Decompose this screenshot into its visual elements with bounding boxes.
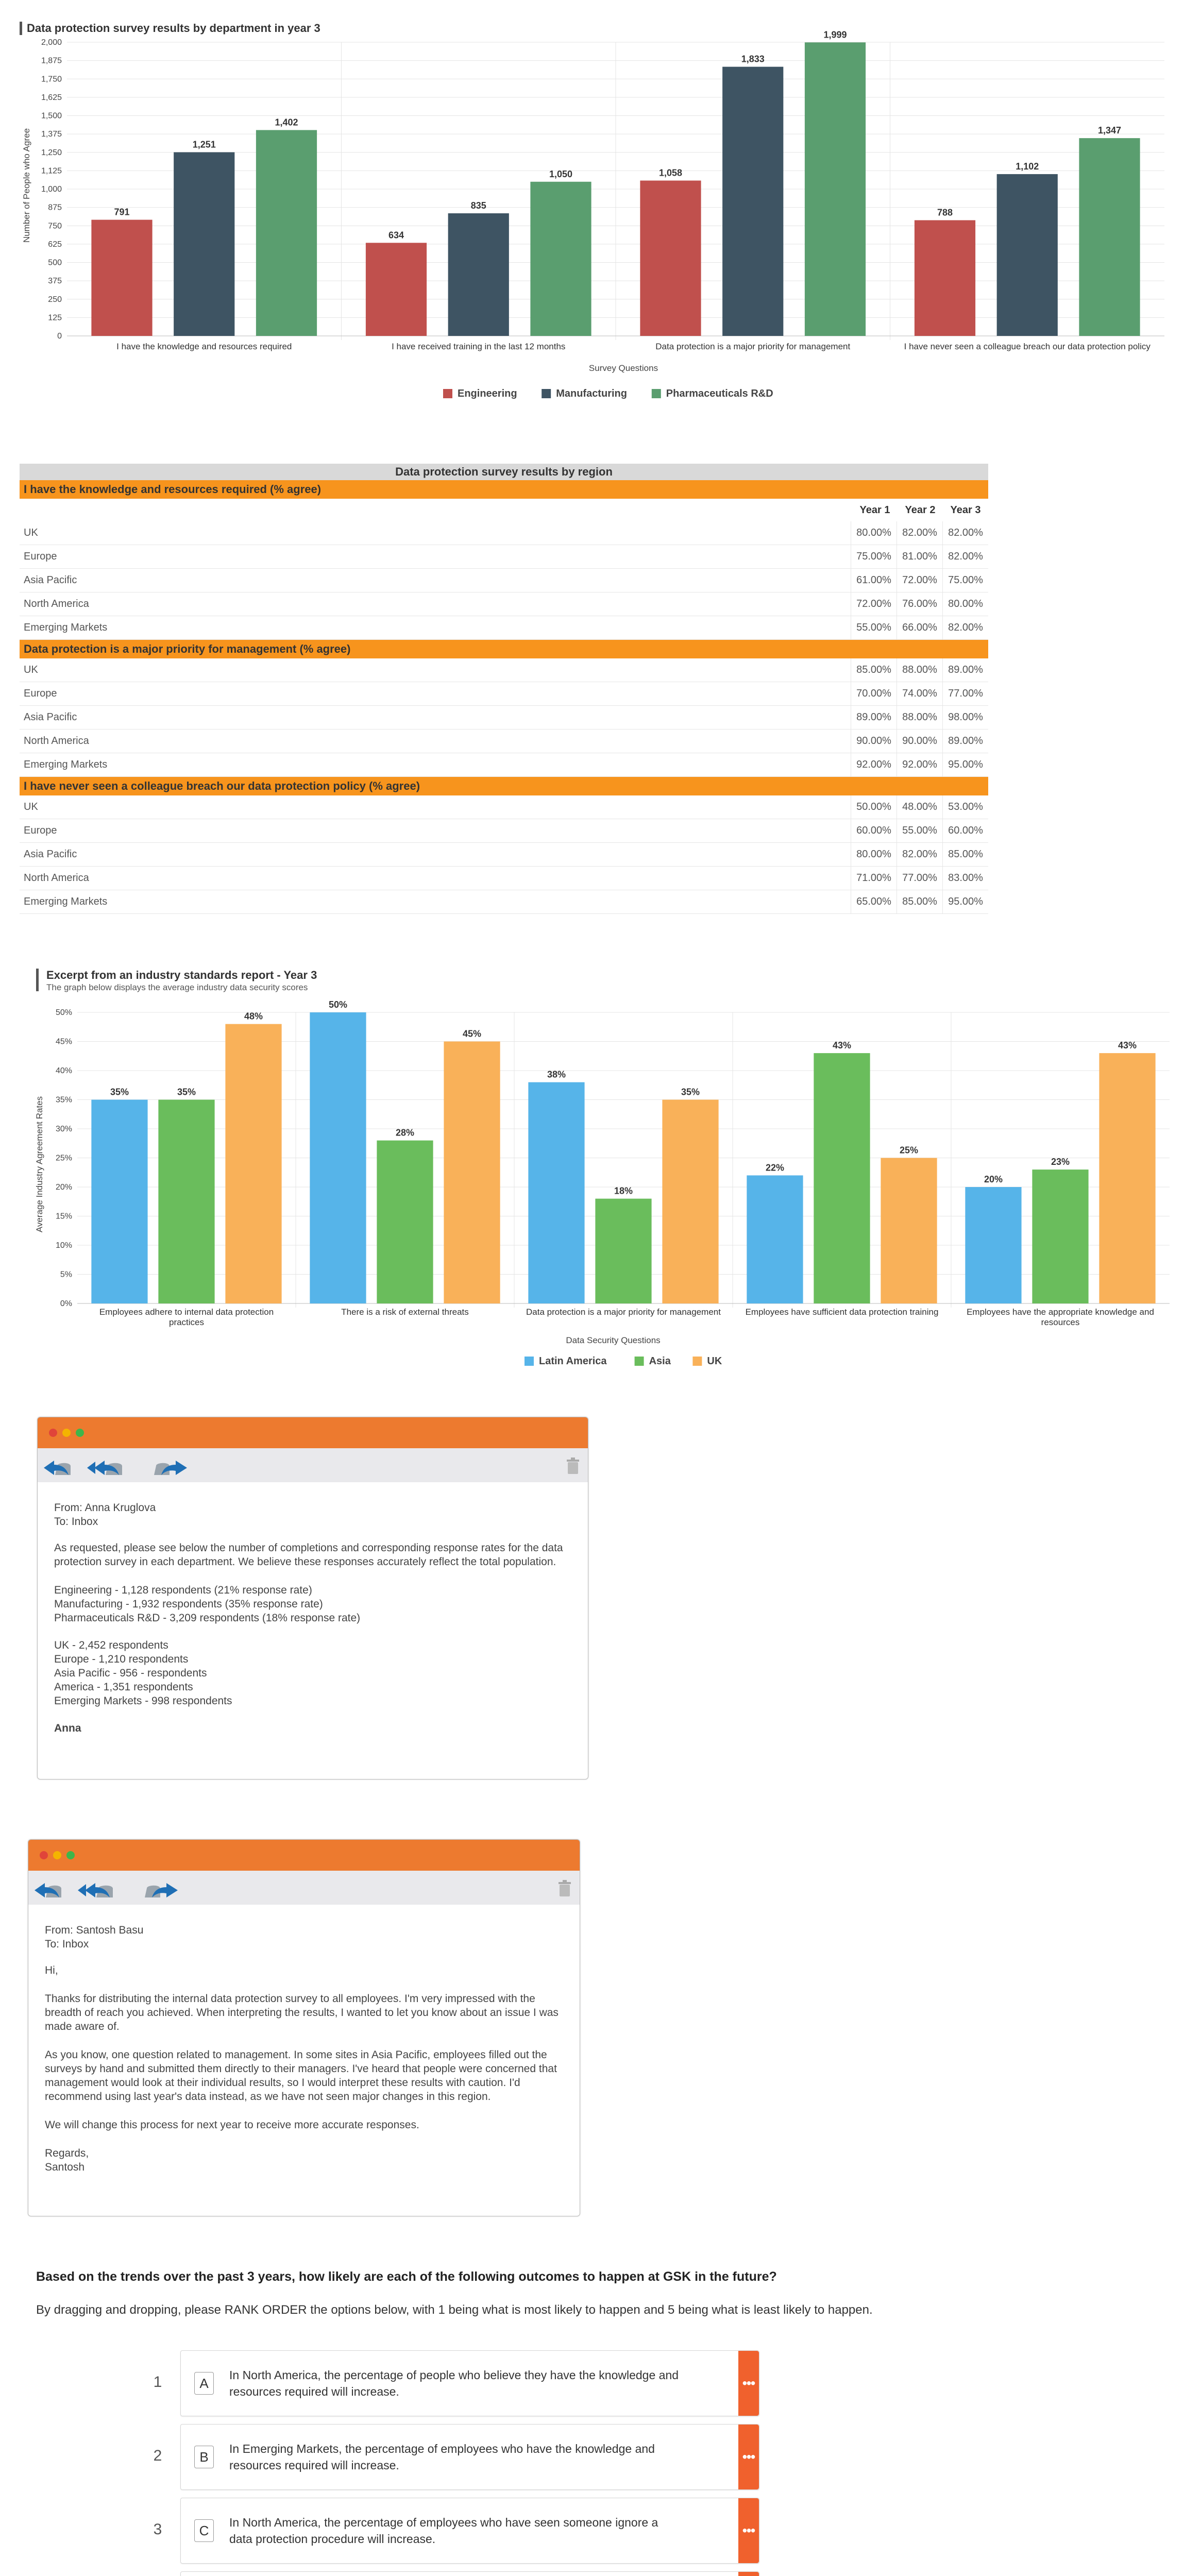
option-text bbox=[229, 2441, 655, 2473]
table-row bbox=[20, 658, 988, 682]
bar-latin-america bbox=[528, 1082, 584, 1303]
data-label: 1,050 bbox=[549, 168, 573, 179]
x-category-label: Employees have the appropriate knowledge and bbox=[967, 1307, 1154, 1317]
column-header: Year 2 bbox=[905, 504, 936, 516]
bar-engineering bbox=[640, 180, 701, 336]
bar-manufacturing bbox=[997, 174, 1058, 336]
bar-uk bbox=[662, 1100, 718, 1304]
table-cell: 80.00% bbox=[942, 592, 988, 616]
bar-engineering bbox=[915, 220, 975, 336]
data-label: 20% bbox=[984, 1174, 1003, 1184]
data-label: 50% bbox=[328, 999, 347, 1010]
bar-asia bbox=[1032, 1170, 1088, 1303]
table-cell: 48.00% bbox=[897, 795, 942, 819]
table-cell: 88.00% bbox=[897, 706, 942, 729]
rank-position: 3 bbox=[153, 2521, 162, 2538]
x-category-label: Data protection is a major priority for management bbox=[655, 342, 851, 351]
y-tick-label: 10% bbox=[55, 1241, 72, 1250]
data-label: 48% bbox=[244, 1011, 263, 1022]
table-row bbox=[20, 890, 988, 914]
data-label: 1,402 bbox=[275, 117, 298, 128]
bar-engineering bbox=[366, 243, 427, 336]
data-label: 835 bbox=[470, 200, 486, 211]
data-label: 1,999 bbox=[823, 29, 847, 40]
bar-latin-america bbox=[310, 1012, 366, 1303]
maximize-dot[interactable] bbox=[76, 1429, 84, 1437]
reply-icon[interactable] bbox=[40, 1455, 80, 1478]
table-cell: 77.00% bbox=[942, 682, 988, 705]
legend-swatch bbox=[652, 389, 661, 398]
region-label: Emerging Markets bbox=[24, 622, 108, 633]
email-regards: Regards, bbox=[45, 2147, 89, 2159]
email-window-anna bbox=[37, 1417, 588, 1780]
bar-pharmaceuticals-r-d bbox=[805, 42, 866, 336]
email-line: America - 1,351 respondents bbox=[54, 1681, 193, 1693]
x-category-label: resources bbox=[1041, 1317, 1080, 1327]
table-cell: 95.00% bbox=[942, 890, 988, 913]
email-line: Europe - 1,210 respondents bbox=[54, 1653, 189, 1665]
drag-handle[interactable] bbox=[738, 2351, 759, 2416]
option-text-line: resources required will increase. bbox=[229, 2385, 399, 2398]
region-label: North America bbox=[24, 872, 89, 884]
data-label: 1,833 bbox=[741, 54, 765, 64]
table-section-heading: I have never seen a colleague breach our data protection policy (% agree) bbox=[20, 777, 988, 795]
email-line: Manufacturing - 1,932 respondents (35% response rate) bbox=[54, 1598, 323, 1610]
table-row bbox=[20, 843, 988, 867]
region-label: Asia Pacific bbox=[24, 711, 77, 723]
table-row bbox=[20, 592, 988, 616]
table-cell: 55.00% bbox=[851, 616, 897, 639]
trash-icon[interactable] bbox=[565, 1456, 581, 1475]
data-label: 45% bbox=[463, 1028, 482, 1039]
legend-label: UK bbox=[707, 1355, 722, 1367]
table-cell: 61.00% bbox=[851, 569, 897, 592]
email-signoff: Anna bbox=[54, 1722, 81, 1734]
email-line: UK - 2,452 respondents bbox=[54, 1639, 168, 1651]
close-dot[interactable] bbox=[40, 1851, 48, 1859]
table-cell: 55.00% bbox=[897, 819, 942, 842]
email-line: Emerging Markets - 998 respondents bbox=[54, 1695, 232, 1707]
column-header: Year 1 bbox=[859, 504, 890, 516]
bar-uk bbox=[881, 1158, 937, 1304]
region-label: Europe bbox=[24, 825, 57, 836]
email-from: From: Anna Kruglova bbox=[54, 1502, 156, 1514]
legend-label: Pharmaceuticals R&D bbox=[666, 388, 773, 399]
email-to: To: Inbox bbox=[45, 1938, 89, 1950]
chart1-ylabel: Number of People who Agree bbox=[22, 128, 31, 243]
trash-icon[interactable] bbox=[557, 1879, 572, 1897]
table-row bbox=[20, 795, 988, 819]
email-window-santosh bbox=[28, 1839, 580, 2216]
x-category-label: Employees have sufficient data protection training bbox=[745, 1307, 939, 1317]
y-tick-label: 25% bbox=[55, 1154, 72, 1163]
email-line: Asia Pacific - 956 - respondents bbox=[54, 1667, 207, 1679]
table-section-heading: Data protection is a major priority for management (% agree) bbox=[20, 640, 988, 658]
table-cell: 66.00% bbox=[897, 616, 942, 639]
email-greeting: Hi, bbox=[45, 1964, 58, 1976]
option-letter-badge: B bbox=[194, 2446, 214, 2468]
y-tick-label: 1,500 bbox=[41, 111, 62, 121]
email-paragraph: As requested, please see below the number of completions and corresponding response rates for the data protection survey in each department. We believe these responses accurately reflect the total population. bbox=[54, 1542, 563, 1568]
table-cell: 90.00% bbox=[897, 730, 942, 753]
table-cell: 60.00% bbox=[851, 819, 897, 842]
bar-pharmaceuticals-r-d bbox=[530, 182, 591, 336]
chart2-subtitle: The graph below displays the average industry data security scores bbox=[46, 982, 308, 992]
table-cell: 71.00% bbox=[851, 867, 897, 890]
reply-all-icon[interactable] bbox=[85, 1455, 132, 1478]
minimize-dot[interactable] bbox=[53, 1851, 61, 1859]
email-body bbox=[38, 1482, 588, 1745]
table-cell: 76.00% bbox=[897, 592, 942, 616]
option-text-line: data protection procedure will increase. bbox=[229, 2532, 436, 2546]
email-line: Engineering - 1,128 respondents (21% response rate) bbox=[54, 1584, 312, 1596]
y-tick-label: 1,000 bbox=[41, 185, 62, 194]
y-tick-label: 45% bbox=[55, 1037, 72, 1046]
option-text-line: In North America, the percentage of employees who have seen someone ignore a bbox=[229, 2516, 658, 2529]
option-text-line: resources required will increase. bbox=[229, 2459, 399, 2472]
title-marker bbox=[20, 22, 22, 35]
option-text bbox=[229, 2514, 658, 2547]
table-cell: 50.00% bbox=[851, 795, 897, 819]
option-text bbox=[229, 2367, 679, 2400]
table-row bbox=[20, 706, 988, 730]
region-results-table bbox=[20, 464, 988, 914]
question-instruction: By dragging and dropping, please RANK ORDER the options below, with 1 being what is most likely to happen and 5 being what is least likely to happen. bbox=[36, 2303, 873, 2317]
bar-manufacturing bbox=[174, 152, 234, 336]
table-row bbox=[20, 545, 988, 569]
x-category-label: There is a risk of external threats bbox=[341, 1307, 469, 1317]
x-category-label: I have received training in the last 12 months bbox=[392, 342, 566, 351]
table-cell: 92.00% bbox=[851, 753, 897, 776]
y-tick-label: 500 bbox=[48, 258, 62, 267]
region-label: Europe bbox=[24, 688, 57, 699]
question-heading: Based on the trends over the past 3 years, how likely are each of the following outcomes to happen at GSK in the future? bbox=[36, 2269, 777, 2284]
chart2-title: Excerpt from an industry standards report - Year 3 bbox=[46, 969, 317, 981]
industry-bar-chart bbox=[31, 963, 1175, 1370]
y-tick-label: 0% bbox=[60, 1299, 72, 1308]
y-tick-label: 1,250 bbox=[41, 148, 62, 157]
y-tick-label: 875 bbox=[48, 203, 62, 212]
table-cell: 85.00% bbox=[942, 843, 988, 866]
bar-pharmaceuticals-r-d bbox=[1079, 138, 1140, 336]
table-cell: 89.00% bbox=[942, 658, 988, 682]
email-line: Pharmaceuticals R&D - 3,209 respondents (18% response rate) bbox=[54, 1612, 361, 1624]
table-cell: 60.00% bbox=[942, 819, 988, 842]
table-cell: 95.00% bbox=[942, 753, 988, 776]
table-cell: 82.00% bbox=[942, 521, 988, 545]
more-dots-icon: ••• bbox=[742, 2522, 755, 2538]
data-label: 1,102 bbox=[1016, 161, 1039, 172]
data-label: 1,251 bbox=[192, 139, 216, 150]
y-tick-label: 1,750 bbox=[41, 75, 62, 84]
table-cell: 75.00% bbox=[851, 545, 897, 568]
y-tick-label: 15% bbox=[55, 1212, 72, 1221]
email-to: To: Inbox bbox=[54, 1516, 98, 1528]
region-label: UK bbox=[24, 527, 38, 538]
table-cell: 81.00% bbox=[897, 545, 942, 568]
bar-uk bbox=[225, 1024, 281, 1303]
y-tick-label: 0 bbox=[57, 332, 62, 341]
window-titlebar bbox=[38, 1417, 588, 1448]
table-cell: 98.00% bbox=[942, 706, 988, 729]
legend-swatch bbox=[525, 1357, 534, 1366]
chart1-xlabel: Survey Questions bbox=[588, 363, 658, 373]
bar-uk bbox=[444, 1042, 500, 1304]
table-cell: 89.00% bbox=[851, 706, 897, 729]
y-tick-label: 750 bbox=[48, 222, 62, 231]
region-label: Asia Pacific bbox=[24, 574, 77, 586]
rank-option-card[interactable] bbox=[180, 2571, 759, 2576]
bar-asia bbox=[377, 1141, 433, 1303]
x-category-label: Data protection is a major priority for management bbox=[526, 1307, 721, 1317]
email-from: From: Santosh Basu bbox=[45, 1924, 144, 1936]
y-tick-label: 250 bbox=[48, 295, 62, 304]
region-label: Emerging Markets bbox=[24, 759, 108, 770]
header-spacer bbox=[20, 499, 852, 521]
bar-latin-america bbox=[91, 1100, 147, 1304]
x-category-label: I have the knowledge and resources required bbox=[116, 342, 292, 351]
y-tick-label: 1,375 bbox=[41, 130, 62, 139]
chart2-xlabel: Data Security Questions bbox=[566, 1335, 661, 1345]
drag-handle[interactable] bbox=[738, 2572, 759, 2576]
region-label: Emerging Markets bbox=[24, 896, 108, 907]
legend-swatch bbox=[692, 1357, 702, 1366]
region-label: Asia Pacific bbox=[24, 849, 77, 860]
forward-icon[interactable] bbox=[142, 1878, 183, 1901]
table-cell: 80.00% bbox=[851, 843, 897, 866]
y-tick-label: 1,875 bbox=[41, 56, 62, 65]
drag-handle[interactable] bbox=[738, 2425, 759, 2489]
data-label: 791 bbox=[114, 207, 130, 217]
y-tick-label: 625 bbox=[48, 240, 62, 249]
table-cell: 72.00% bbox=[897, 569, 942, 592]
region-label: North America bbox=[24, 735, 89, 747]
table-cell: 83.00% bbox=[942, 867, 988, 890]
y-tick-label: 1,625 bbox=[41, 93, 62, 102]
legend-swatch bbox=[635, 1357, 644, 1366]
y-tick-label: 5% bbox=[60, 1270, 72, 1279]
data-label: 788 bbox=[937, 207, 953, 218]
bar-latin-america bbox=[747, 1175, 803, 1303]
more-dots-icon: ••• bbox=[742, 2375, 755, 2391]
table-title: Data protection survey results by region bbox=[20, 464, 988, 480]
data-label: 43% bbox=[1118, 1040, 1137, 1051]
forward-icon[interactable] bbox=[151, 1455, 192, 1478]
data-label: 1,058 bbox=[658, 167, 683, 178]
y-tick-label: 20% bbox=[55, 1183, 72, 1192]
table-row bbox=[20, 616, 988, 640]
table-cell: 80.00% bbox=[851, 521, 897, 545]
y-tick-label: 375 bbox=[48, 277, 62, 286]
rank-option-card[interactable] bbox=[180, 2498, 759, 2564]
y-tick-label: 35% bbox=[55, 1095, 72, 1105]
bar-pharmaceuticals-r-d bbox=[256, 130, 317, 336]
table-cell: 82.00% bbox=[897, 843, 942, 866]
table-row bbox=[20, 819, 988, 843]
department-bar-chart bbox=[15, 10, 1175, 402]
table-cell: 92.00% bbox=[897, 753, 942, 776]
y-tick-label: 2,000 bbox=[41, 38, 62, 47]
table-cell: 82.00% bbox=[942, 545, 988, 568]
data-label: 1,347 bbox=[1097, 125, 1122, 136]
data-label: 35% bbox=[681, 1087, 700, 1097]
drag-handle[interactable] bbox=[738, 2498, 759, 2563]
table-cell: 77.00% bbox=[897, 867, 942, 890]
email-body bbox=[28, 1905, 580, 2184]
data-label: 43% bbox=[832, 1040, 852, 1051]
y-tick-label: 125 bbox=[48, 313, 62, 323]
more-dots-icon: ••• bbox=[742, 2449, 755, 2465]
table-cell: 85.00% bbox=[897, 890, 942, 913]
table-section-heading: I have the knowledge and resources required (% agree) bbox=[20, 480, 988, 499]
bar-asia bbox=[595, 1199, 651, 1303]
region-respondents bbox=[54, 1638, 571, 1708]
bar-asia bbox=[158, 1100, 214, 1304]
column-header: Year 3 bbox=[950, 504, 981, 516]
table-cell: 74.00% bbox=[897, 682, 942, 705]
region-label: UK bbox=[24, 801, 38, 812]
table-cell: 82.00% bbox=[897, 521, 942, 545]
data-label: 634 bbox=[388, 230, 404, 241]
table-row bbox=[20, 569, 988, 592]
bar-uk bbox=[1099, 1053, 1155, 1303]
legend-label: Manufacturing bbox=[556, 388, 627, 399]
table-cell: 89.00% bbox=[942, 730, 988, 753]
table-row bbox=[20, 867, 988, 890]
minimize-dot[interactable] bbox=[62, 1429, 71, 1437]
email-paragraph: We will change this process for next year to receive more accurate responses. bbox=[45, 2119, 419, 2131]
data-label: 25% bbox=[900, 1145, 919, 1156]
y-tick-label: 40% bbox=[55, 1066, 72, 1075]
region-label: North America bbox=[24, 598, 89, 609]
email-paragraph: Thanks for distributing the internal data protection survey to all employees. I'm very impressed with the breadth of reach you achieved. When interpreting the results, I wanted to let you know about an issue I was made aware of. bbox=[45, 1993, 559, 2032]
legend-label: Asia bbox=[649, 1355, 671, 1367]
data-label: 23% bbox=[1051, 1157, 1070, 1167]
option-letter-badge: A bbox=[194, 2372, 214, 2395]
data-label: 22% bbox=[765, 1162, 784, 1173]
email-toolbar bbox=[38, 1448, 588, 1482]
table-cell: 90.00% bbox=[851, 730, 897, 753]
bar-manufacturing bbox=[722, 67, 783, 336]
option-text-line: In Emerging Markets, the percentage of employees who have the knowledge and bbox=[229, 2442, 655, 2455]
y-tick-label: 30% bbox=[55, 1125, 72, 1133]
bar-manufacturing bbox=[448, 213, 509, 336]
data-label: 35% bbox=[177, 1087, 196, 1097]
y-tick-label: 1,125 bbox=[41, 166, 62, 176]
option-text-line: In North America, the percentage of people who believe they have the knowledge and bbox=[229, 2368, 679, 2382]
table-row bbox=[20, 521, 988, 545]
table-cell: 72.00% bbox=[851, 592, 897, 616]
table-cell: 82.00% bbox=[942, 616, 988, 639]
option-letter-badge: C bbox=[194, 2519, 214, 2542]
table-cell: 75.00% bbox=[942, 569, 988, 592]
bar-engineering bbox=[91, 220, 152, 336]
legend-swatch bbox=[443, 389, 452, 398]
maximize-dot[interactable] bbox=[66, 1851, 75, 1859]
table-header-row bbox=[20, 499, 988, 521]
x-category-label: Employees adhere to internal data protection bbox=[99, 1307, 274, 1317]
rank-option-card[interactable] bbox=[180, 2424, 759, 2490]
legend-swatch bbox=[542, 389, 551, 398]
chart1-title: Data protection survey results by department in year 3 bbox=[27, 22, 320, 35]
email-paragraph: As you know, one question related to management. In some sites in Asia Pacific, employees filled out the surveys by hand and submitted them directly to their managers. I've heard that people were concerned that management would look at their individual results, so I would interpret these results with caution. I'd recommend using last year's data instead, as we have not seen major changes in this region. bbox=[45, 2049, 557, 2103]
table-row bbox=[20, 730, 988, 753]
close-dot[interactable] bbox=[49, 1429, 57, 1437]
legend-label: Engineering bbox=[458, 388, 517, 399]
data-label: 35% bbox=[110, 1087, 129, 1097]
table-row bbox=[20, 753, 988, 777]
rank-option-card[interactable] bbox=[180, 2350, 759, 2416]
data-label: 28% bbox=[395, 1127, 415, 1138]
email-signoff: Santosh bbox=[45, 2161, 85, 2173]
chart2-ylabel: Average Industry Agreement Rates bbox=[35, 1096, 44, 1233]
data-label: 18% bbox=[614, 1185, 633, 1196]
rank-position: 1 bbox=[153, 2374, 162, 2391]
reply-icon[interactable] bbox=[30, 1878, 71, 1901]
data-label: 38% bbox=[547, 1069, 566, 1080]
region-label: Europe bbox=[24, 551, 57, 562]
x-category-label: practices bbox=[168, 1317, 205, 1327]
reply-all-icon[interactable] bbox=[76, 1878, 123, 1901]
table-cell: 70.00% bbox=[851, 682, 897, 705]
bar-latin-america bbox=[965, 1187, 1021, 1303]
window-titlebar bbox=[28, 1840, 580, 1871]
table-cell: 65.00% bbox=[851, 890, 897, 913]
table-cell: 85.00% bbox=[851, 658, 897, 682]
y-tick-label: 50% bbox=[55, 1008, 72, 1017]
bar-asia bbox=[814, 1053, 870, 1303]
table-row bbox=[20, 682, 988, 706]
department-respondents bbox=[54, 1583, 571, 1625]
legend-label: Latin America bbox=[539, 1355, 607, 1367]
table-cell: 53.00% bbox=[942, 795, 988, 819]
region-label: UK bbox=[24, 664, 38, 675]
table-cell: 88.00% bbox=[897, 658, 942, 682]
rank-position: 2 bbox=[153, 2447, 162, 2464]
email-toolbar bbox=[28, 1871, 580, 1905]
title-marker bbox=[36, 969, 39, 991]
x-category-label: I have never seen a colleague breach our data protection policy bbox=[904, 342, 1151, 351]
